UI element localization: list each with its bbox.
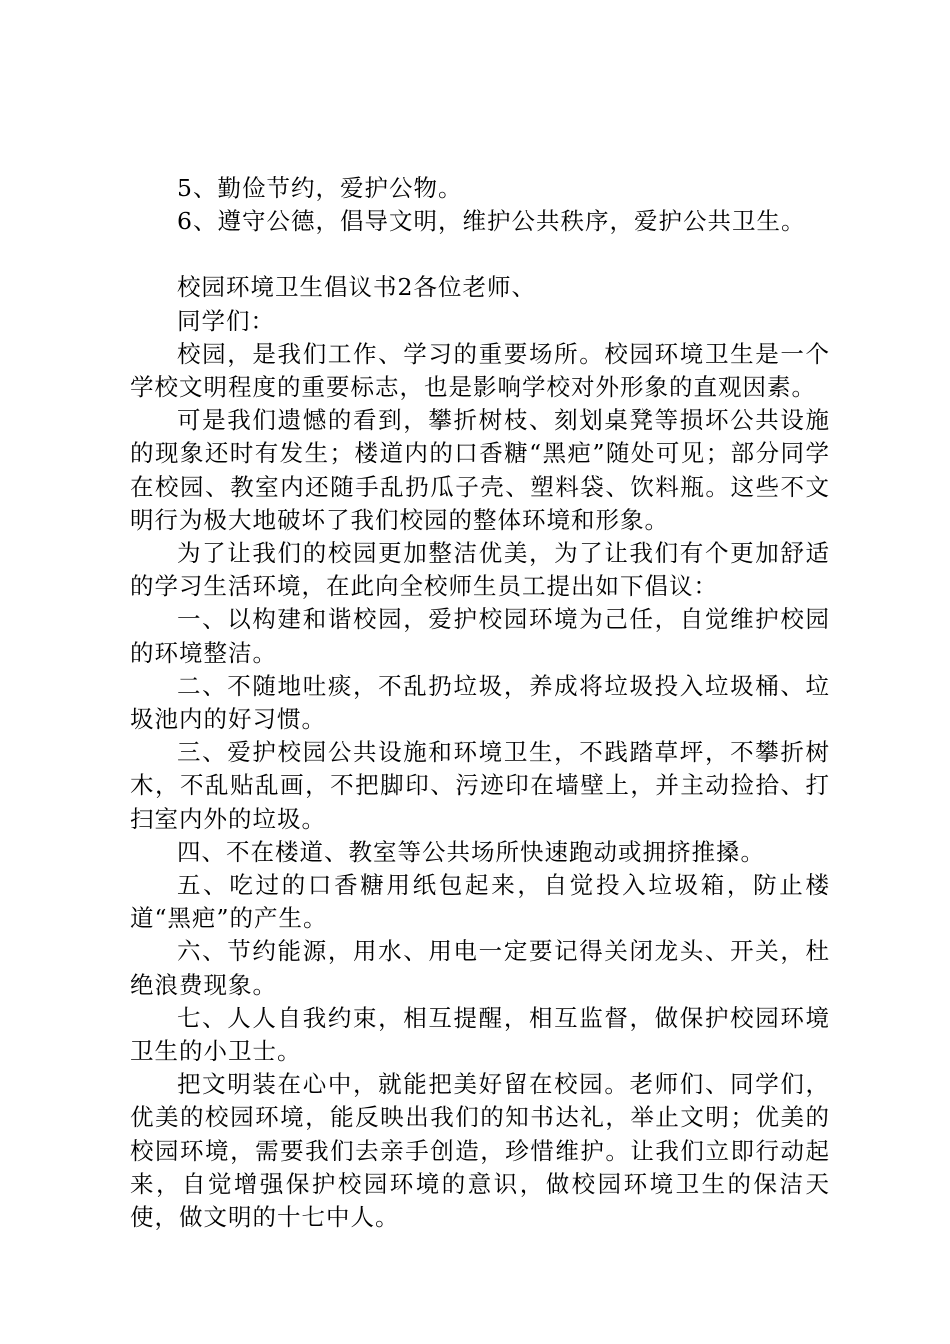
- document-body: [130, 172, 830, 1234]
- paragraph-purpose: 为了让我们的校园更加整洁优美，为了让我们有个更加舒适的学习生活环境，在此向全校师生员工提出如下倡议：: [130, 539, 830, 601]
- paragraph-item-5: 5、勤俭节约，爱护公物。: [177, 174, 463, 202]
- paragraph-closing: 把文明装在心中，就能把美好留在校园。老师们、同学们，优美的校园环境，能反映出我们的知书达礼，举止文明；优美的校园环境，需要我们去亲手创造，珍惜维护。让我们立即行动起来，自觉增强保护校园环境的意识，做校园环境卫生的保洁天使，做文明的十七中人。: [130, 1070, 830, 1232]
- proposal-item-2: 二、不随地吐痰，不乱扔垃圾，养成将垃圾投入垃圾桶、垃圾池内的好习惯。: [130, 671, 830, 734]
- proposal-item-3: 三、爱护校园公共设施和环境卫生，不践踏草坪，不攀折树木，不乱贴乱画，不把脚印、污迹印在墙壁上，并主动捡拾、打扫室内外的垃圾。: [130, 738, 830, 833]
- proposal-item-1: 一、以构建和谐校园，爱护校园环境为己任，自觉维护校园的环境整洁。: [130, 605, 830, 667]
- proposal-item-6: 六、节约能源，用水、用电一定要记得关闭龙头、开关，杜绝浪费现象。: [130, 937, 830, 999]
- paragraph-item-6: 6、遵守公德，倡导文明，维护公共秩序，爱护公共卫生。: [177, 207, 806, 236]
- proposal-heading: 校园环境卫生倡议书2各位老师、: [177, 273, 536, 302]
- paragraph-gap: [130, 238, 830, 271]
- salutation: 同学们：: [177, 306, 275, 335]
- proposal-item-4: 四、不在楼道、教室等公共场所快速跑动或拥挤推搡。: [177, 837, 765, 866]
- paragraph-problems: 可是我们遗憾的看到，攀折树枝、刻划桌凳等损坏公共设施的现象还时有发生；楼道内的口香糖“黑疤”随处可见；部分同学在校园、教室内还随手乱扔瓜子壳、塑料袋、饮料瓶。这些不文明行为极大地破坏了我们校园的整体环境和形象。: [130, 406, 830, 534]
- proposal-item-7: 七、人人自我约束，相互提醒，相互监督，做保护校园环境卫生的小卫士。: [130, 1003, 830, 1066]
- proposal-item-5: 五、吃过的口香糖用纸包起来，自觉投入垃圾箱，防止楼道“黑疤”的产生。: [130, 871, 830, 933]
- paragraph-intro: 校园，是我们工作、学习的重要场所。校园环境卫生是一个学校文明程度的重要标志，也是影响学校对外形象的直观因素。: [130, 339, 830, 402]
